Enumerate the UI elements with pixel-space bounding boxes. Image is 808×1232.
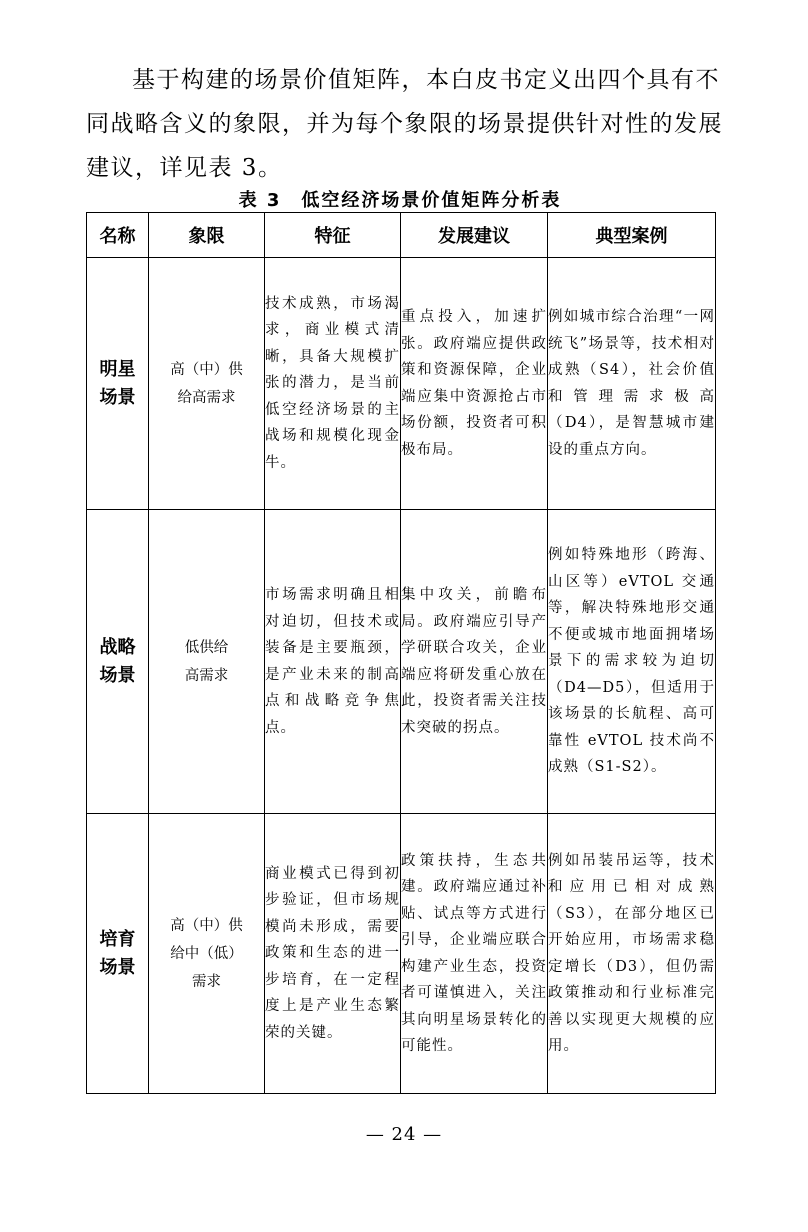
row-advice: 集中攻关，前瞻布局。政府端应引导产学研联合攻关，企业端应将研发重心放在此，投资者需关注技术突破的拐点。 [401, 510, 548, 814]
row-name: 培育 场景 [99, 928, 136, 978]
row-name: 战略 场景 [99, 636, 136, 686]
table-caption: 表 3 低空经济场景价值矩阵分析表 [238, 190, 562, 211]
row-advice: 重点投入，加速扩张。政府端应提供政策和资源保障，企业端应集中资源抢占市场份额，投资者可积极布局。 [401, 258, 548, 510]
table-row [87, 814, 716, 1094]
table-header-row [87, 213, 716, 258]
page-number: — 24 — [365, 1124, 443, 1145]
header-cases: 典型案例 [548, 213, 716, 258]
row-features: 技术成熟，市场渴求，商业模式清晰，具备大规模扩张的潜力，是当前低空经济场景的主战场和规模化现金牛。 [265, 258, 401, 510]
row-features: 商业模式已得到初步验证，但市场规模尚未形成，需要政策和生态的进一步培育，在一定程度上是产业生态繁荣的关键。 [265, 814, 401, 1094]
row-features: 市场需求明确且相对迫切，但技术或装备是主要瓶颈，是产业未来的制高点和战略竞争焦点。 [265, 510, 401, 814]
row-cases: 例如特殊地形（跨海、山区等）eVTOL 交通等，解决特殊地形交通不便或城市地面拥堵场景下的需求较为迫切（D4—D5），但适用于该场景的长航程、高可靠性 eVTOL 技术尚不成熟（S1-S2）。 [548, 510, 716, 814]
row-quadrant: 低供给 高需求 [184, 639, 229, 684]
table-row [87, 258, 716, 510]
row-quadrant: 高（中）供 给高需求 [170, 361, 243, 406]
header-advice: 发展建议 [401, 213, 548, 258]
row-cases: 例如城市综合治理“一网统飞”场景等，技术相对成熟（S4），社会价值和管理需求极高（D4），是智慧城市建设的重点方向。 [548, 258, 716, 510]
row-cases: 例如吊装吊运等，技术和应用已相对成熟（S3），在部分地区已开始应用，市场需求稳定增长（D3），但仍需政策推动和行业标准完善以实现更大规模的应用。 [548, 814, 716, 1094]
header-features: 特征 [265, 213, 401, 258]
header-quadrant: 象限 [149, 213, 265, 258]
intro-paragraph: 基于构建的场景价值矩阵，本白皮书定义出四个具有不同战略含义的象限，并为每个象限的场景提供针对性的发展建议，详见表 3。 [86, 67, 723, 181]
row-quadrant: 高（中）供 给中（低） 需求 [170, 917, 243, 990]
scenario-value-matrix-table [86, 212, 716, 1094]
header-name: 名称 [87, 213, 149, 258]
table-row [87, 510, 716, 814]
row-advice: 政策扶持，生态共建。政府端应通过补贴、试点等方式进行引导，企业端应联合构建产业生态，投资者可谨慎进入，关注其向明星场景转化的可能性。 [401, 814, 548, 1094]
row-name: 明星 场景 [99, 358, 136, 408]
